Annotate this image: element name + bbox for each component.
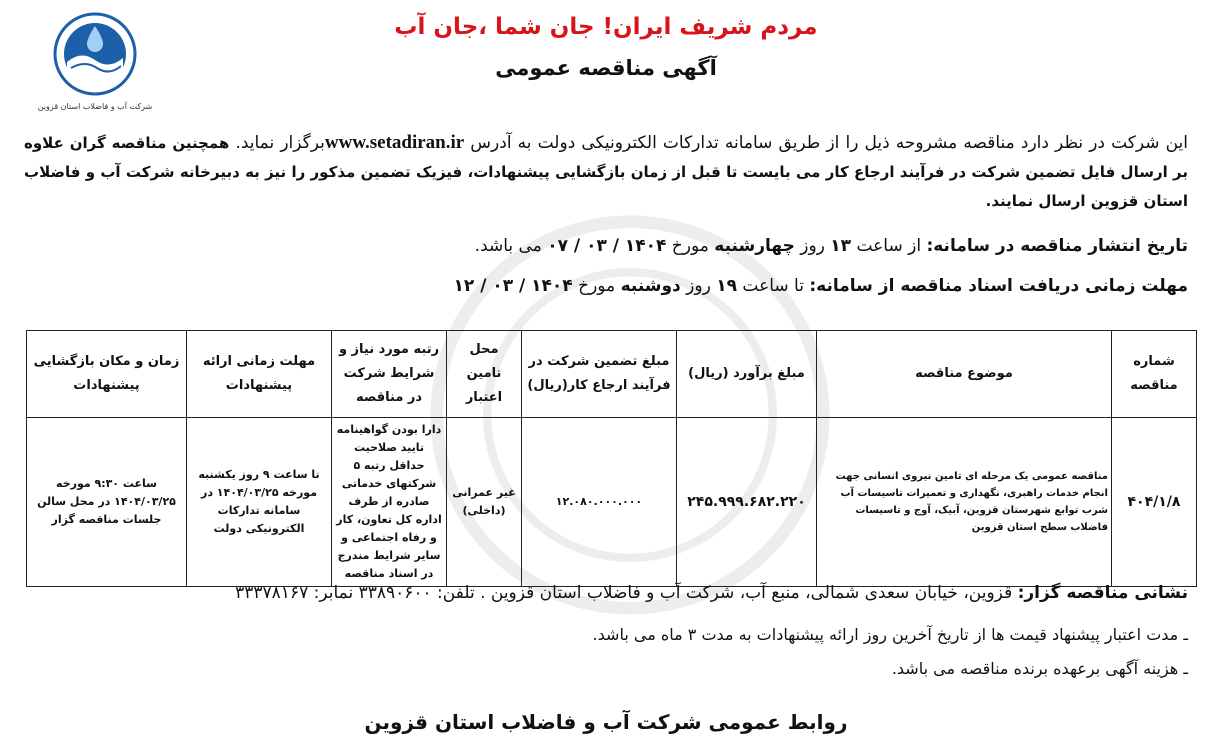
- intro-paragraph: [24, 128, 1188, 216]
- publish-label: تاریخ انتشار مناقصه در سامانه:: [926, 236, 1188, 256]
- header-guarantee: مبلغ تضمین شرکت در فرآیند ارجاع کار(ریال): [522, 331, 677, 418]
- cell-opening: ساعت ۹:۳۰ مورخه ۱۴۰۴/۰۳/۲۵ در محل سالن جلسات مناقصه گزار: [27, 418, 187, 587]
- header-funding: محل تامین اعتبار: [447, 331, 522, 418]
- table-header-row: [27, 331, 1197, 418]
- publish-day: چهارشنبه: [714, 236, 795, 256]
- deadline-hour: ۱۹: [716, 276, 737, 296]
- publish-hour: ۱۳: [830, 236, 852, 256]
- address-line: [235, 583, 1188, 603]
- intro-text-2: برگزار نماید.: [229, 133, 325, 153]
- publish-date: ۱۴۰۴ / ۰۳ / ۰۷: [547, 236, 667, 256]
- notice-title: آگهی مناقصه عمومی: [495, 56, 717, 80]
- note-cost: ـ هزینه آگهی برعهده برنده مناقصه می باشد.: [891, 659, 1188, 678]
- header-requirements: رتبه مورد نیاز و شرایط شرکت در مناقصه: [332, 331, 447, 418]
- tender-table: [26, 330, 1197, 587]
- deadline-text: مورخ: [572, 276, 621, 296]
- deadline-date-line: [454, 276, 1188, 296]
- header-estimate: مبلغ برآورد (ریال): [677, 331, 817, 418]
- cell-tender-number: ۴۰۴/۱/۸: [1112, 418, 1197, 587]
- deadline-text: روز: [680, 276, 717, 296]
- address-label: نشانی مناقصه گزار:: [1017, 583, 1188, 603]
- deadline-day: دوشنبه: [620, 276, 681, 296]
- publish-text: مورخ: [666, 236, 715, 256]
- header-opening: زمان و مکان بازگشایی پیشنهادات: [27, 331, 187, 418]
- intro-guarantee-note: همچنین مناقصه گران علاوه بر ارسال فایل تضمین شرکت در فرآیند ارجاع کار می بایست تا قبل از زمان بازگشایی پیشنهادات، فیزیک تضمین مذکور را نیز به دبیرخانه شرکت آب و فاضلاب استان قزوین ارسال نمایند.: [24, 134, 1188, 210]
- deadline-date: ۱۴۰۴ / ۰۳ / ۱۲: [453, 276, 573, 296]
- address-text: قزوین، خیابان سعدی شمالی، منبع آب، شرکت آب و فاضلاب استان قزوین . تلفن: ۳۳۸۹۰۶۰۰ نمابر: ۳۳۳۷۸۱۶۷: [235, 583, 1018, 603]
- cell-submission-deadline: تا ساعت ۹ روز یکشنبه مورخه ۱۴۰۴/۰۳/۲۵ در سامانه تدارکات الکترونیکی دولت: [187, 418, 332, 587]
- publish-text: از ساعت: [851, 236, 927, 256]
- table-row: [27, 418, 1197, 587]
- publish-text: می باشد.: [474, 236, 548, 256]
- publish-date-line: [475, 236, 1188, 256]
- deadline-text: تا ساعت: [736, 276, 810, 296]
- note-validity: ـ مدت اعتبار پیشنهاد قیمت ها از تاریخ آخرین روز ارائه پیشنهادات به مدت ۳ ماه می باشد.: [592, 625, 1188, 644]
- header-submission-deadline: مهلت زمانی ارائه پیشنهادات: [187, 331, 332, 418]
- header-subject: موضوع مناقصه: [817, 331, 1112, 418]
- cell-estimate: ۲۴۵.۹۹۹.۶۸۲.۲۲۰: [677, 418, 817, 587]
- intro-text: این شرکت در نظر دارد مناقصه مشروحه ذیل را از طریق سامانه تدارکات الکترونیکی دولت به آدرس: [464, 133, 1189, 153]
- header-tender-number: شماره مناقصه: [1112, 331, 1197, 418]
- logo-caption: شرکت آب و فاضلاب استان قزوین: [37, 102, 153, 111]
- footer-signature: روابط عمومی شرکت آب و فاضلاب استان قزوین: [364, 710, 848, 734]
- cell-funding: غیر عمرانی (داخلی): [447, 418, 522, 587]
- setadiran-link[interactable]: www.setadiran.ir: [324, 132, 465, 153]
- cell-guarantee: ۱۲.۰۸۰.۰۰۰.۰۰۰: [522, 418, 677, 587]
- cell-subject: مناقصه عمومی یک مرحله ای تامین نیروی انسانی جهت انجام خدمات راهبری، نگهداری و تعمیرات تاسیسات آب شرب توابع شهرستان قزوین، آبیک، آوج و تاسیسات فاضلاب سطح استان قزوین: [817, 418, 1112, 587]
- cell-requirements: دارا بودن گواهینامه تایید صلاحیت حداقل رتبه ۵ شرکتهای خدماتی صادره از طرف اداره کل تعاون، کار و رفاه اجتماعی و سایر شرایط مندرج در اسناد مناقصه: [332, 418, 447, 587]
- publish-text: روز: [794, 236, 831, 256]
- slogan: مردم شریف ایران! جان شما ،جان آب: [394, 14, 818, 40]
- deadline-label: مهلت زمانی دریافت اسناد مناقصه از سامانه:: [809, 276, 1188, 296]
